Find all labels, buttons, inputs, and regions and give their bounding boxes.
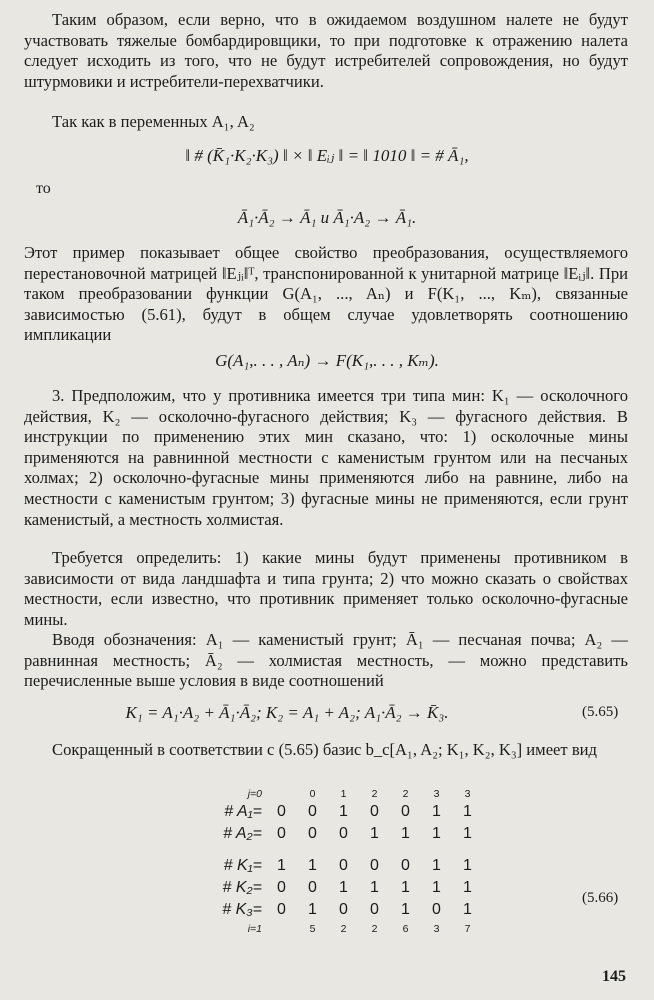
paragraph-intro: Таким образом, если верно, что в ожидаемом воздушном налете не будут участвовать тяжелые бомбардировщики, то при подготовке к отражению налета следует исходить из того, что не будут истребителей сопровождения, но будут штурмовики и истребители-перехватчики.: [24, 10, 628, 91]
matrix-row-k2-cell: 1: [432, 879, 441, 896]
matrix-row-k2-label: # K₂=: [222, 879, 262, 896]
matrix-row-k1-cell: 0: [370, 857, 379, 874]
matrix-footer-row-cell: 2: [371, 922, 378, 935]
matrix-row-a2-cell: 1: [401, 825, 410, 842]
matrix-row-a1-cell: 1: [339, 803, 348, 820]
matrix-row-k3-label: # K₃=: [222, 901, 262, 918]
matrix-row-k2-cell: 1: [370, 879, 379, 896]
paragraph-variables: Так как в переменных A₁, A₂: [52, 112, 255, 131]
matrix-header-row-cell: 1: [340, 787, 347, 800]
matrix-header-row-cell: 3: [464, 787, 471, 800]
matrix-row-k2-cell: 0: [308, 879, 317, 896]
matrix-header-row-cell: 2: [402, 787, 409, 800]
word-to: то: [36, 180, 51, 197]
matrix-row-k3-cell: 0: [432, 901, 441, 918]
matrix-row-k3: [182, 899, 483, 921]
matrix-row-a1-cell: 0: [277, 803, 286, 820]
paragraph-notation: Вводя обозначения: A₁ — каменистый грунт; Ā₁ — песчаная почва; A₂ — равнинная местность; Ā₂ — холмистая местность, — можно представить перечисленные выше условия в виде соотношений: [24, 630, 628, 691]
matrix-row-k1-cell: 0: [339, 857, 348, 874]
matrix-row-a2-cell: 1: [463, 825, 472, 842]
matrix-footer-row: [182, 921, 483, 936]
matrix-row-a1-cell: 1: [463, 803, 472, 820]
matrix-row-a1-cell: 0: [308, 803, 317, 820]
matrix-footer-row-cell: 3: [433, 922, 440, 935]
matrix-footer-row-cell: 6: [402, 922, 409, 935]
matrix-gap: [182, 845, 483, 855]
matrix-row-k1-cell: 1: [463, 857, 472, 874]
paragraph-mines: 3. Предположим, что у противника имеется три типа мин: K₁ — осколочного действия, K₂ — осколочно-фугасного действия; K₃ — фугасного действия. В инструкции по применению этих мин сказано, что: 1) осколочные мины применяются на равнинной местности с каменистым грунтом или на песчаных холмах; 2) осколочно-фугасные мины применяются либо на равнине, либо на местности с каменистым грунтом; 3) фугасные мины не применяются, если грунт каменистый, а местность холмистая.: [24, 386, 628, 529]
matrix-row-a2: [182, 823, 483, 845]
paragraph-required: Требуется определить: 1) какие мины будут применены противником в зависимости от вида ландшафта и типа грунта; 2) что можно сказать о свойствах местности, если известно, что противник применяет только осколочно-фугасные мины.: [24, 548, 628, 629]
matrix-row-k3-cell: 0: [339, 901, 348, 918]
matrix-row-k2-cell: 1: [339, 879, 348, 896]
equation-number-565: (5.65): [582, 704, 619, 720]
matrix-row-k3-cell: 0: [370, 901, 379, 918]
matrix-gap-cell: [182, 845, 483, 855]
matrix-row-k3-cell: 1: [463, 901, 472, 918]
matrix-row-a1-cell: 0: [401, 803, 410, 820]
matrix-header-row-cell: 0: [309, 787, 316, 800]
equation-number-566: (5.66): [582, 890, 619, 906]
matrix-row-k1-cell: 1: [277, 857, 286, 874]
equation-matrix-product: ‖ # (K̄₁·K₂·K₃) ‖ × ‖ Eᵢⱼ ‖ = ‖ 1010 ‖ = # Ā₁,: [185, 146, 469, 165]
matrix-row-k1: [182, 855, 483, 877]
basis-matrix: [182, 786, 483, 936]
matrix-row-k1-cell: 0: [401, 857, 410, 874]
matrix-row-k2-cell: 1: [401, 879, 410, 896]
matrix-row-k1-label: # K₁=: [223, 857, 262, 874]
matrix-row-a2-cell: 1: [370, 825, 379, 842]
matrix-row-k2-cell: 1: [463, 879, 472, 896]
matrix-row-k3-cell: 0: [277, 901, 286, 918]
equation-conditions: K₁ = A₁·A₂ + Ā₁·Ā₂; K₂ = A₁ + A₂; A₁·Ā₂ → K̄₃.: [125, 703, 449, 722]
matrix-row-a1-cell: 0: [370, 803, 379, 820]
equation-implication-g-f: G(A₁,. . . , Aₙ) → F(K₁,. . . , Kₘ).: [215, 351, 439, 370]
matrix-header-row-cell: 3: [433, 787, 440, 800]
matrix-header-row-label: j=0: [247, 787, 262, 800]
matrix-row-a2-label: # A₂=: [223, 825, 262, 842]
matrix-footer-row-cell: 7: [464, 922, 471, 935]
matrix-row-k2-cell: 0: [277, 879, 286, 896]
matrix-row-k1-cell: 1: [432, 857, 441, 874]
matrix-row-a2-cell: 0: [277, 825, 286, 842]
matrix-footer-row-blank: [266, 921, 297, 936]
matrix-header-row: [182, 786, 483, 801]
matrix-header-row-cell: 2: [371, 787, 378, 800]
equation-implications: Ā₁·Ā₂ → Ā₁ и Ā₁·A₂ → Ā₁.: [237, 208, 417, 227]
matrix-footer-row-cell: 5: [309, 922, 316, 935]
matrix-row-a1-cell: 1: [432, 803, 441, 820]
matrix-row-k3-cell: 1: [308, 901, 317, 918]
matrix-header-row-blank: [266, 786, 297, 801]
matrix-row-a1: [182, 801, 483, 823]
matrix-row-k3-cell: 1: [401, 901, 410, 918]
page-number: 145: [602, 968, 626, 985]
matrix-row-k1-cell: 1: [308, 857, 317, 874]
matrix-footer-row-label: i=1: [247, 922, 262, 935]
paragraph-general-property: Этот пример показывает общее свойство преобразования, осуществляемого перестановочной матрицей ‖Eⱼᵢ‖ᵀ, транспонированной к унитарной матрице ‖Eᵢⱼ‖. При таком преобразовании функции G(A₁, ..., Aₙ) и F(K₁, ..., Kₘ), связанные зависимостью (5.61), будут в общем случае удовлетворять соотношению импликации: [24, 243, 628, 345]
matrix-row-a1-label: # A₁=: [224, 803, 262, 820]
matrix-row-a2-cell: 0: [308, 825, 317, 842]
matrix-row-a2-cell: 0: [339, 825, 348, 842]
matrix-row-k2: [182, 877, 483, 899]
matrix-footer-row-cell: 2: [340, 922, 347, 935]
matrix-row-a2-cell: 1: [432, 825, 441, 842]
paragraph-basis: Сокращенный в соответствии с (5.65) базис b_c[A₁, A₂; K₁, K₂, K₃] имеет вид: [52, 740, 597, 759]
